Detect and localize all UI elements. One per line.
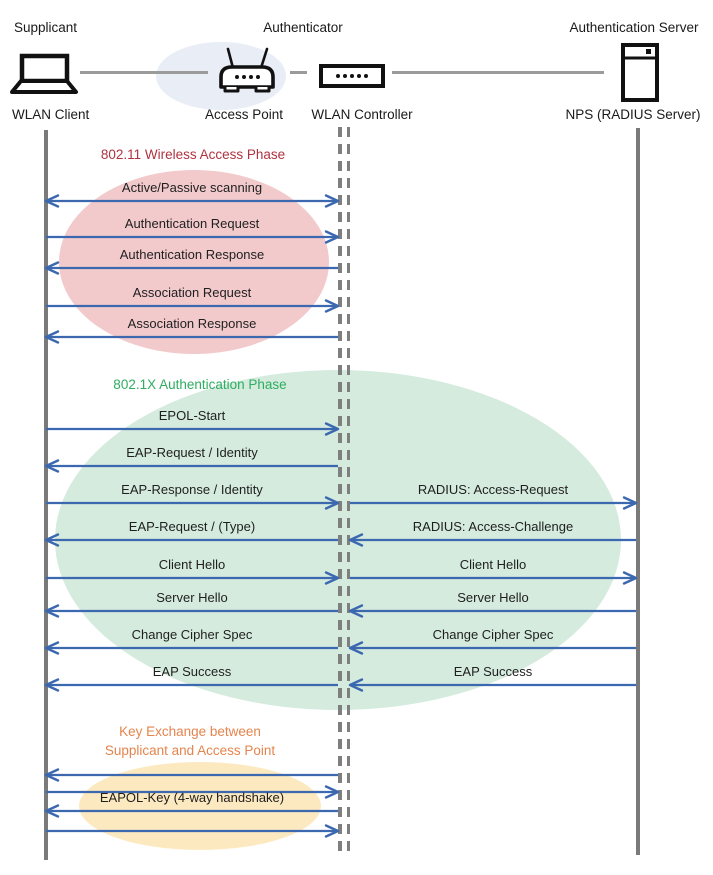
message-label: RADIUS: Access-Challenge	[412, 519, 574, 534]
server-icon	[619, 41, 661, 103]
message-label: EAP Success	[453, 664, 533, 679]
wireless-router-icon	[216, 46, 282, 94]
message-label: EAPOL-Key (4-way handshake)	[99, 790, 285, 805]
message-label: RADIUS: Access-Request	[417, 482, 569, 497]
device-label-nps: NPS (RADIUS Server)	[565, 107, 701, 122]
laptop-icon	[6, 52, 86, 96]
role-authentication-server: Authentication Server	[569, 20, 699, 35]
message-label: Server Hello	[156, 590, 228, 605]
controller-box-icon	[318, 62, 386, 89]
message-label: EAP-Request / Identity	[126, 445, 258, 460]
message-label: Association Response	[127, 316, 257, 331]
message-label: Change Cipher Spec	[131, 627, 253, 642]
phase-title-key-exchange-line1: Key Exchange between	[119, 724, 261, 739]
message-label: EAP-Request / (Type)	[128, 519, 256, 534]
message-label: Change Cipher Spec	[432, 627, 554, 642]
device-label-access-point: Access Point	[204, 107, 284, 122]
phase-title-key-exchange-line2: Supplicant and Access Point	[104, 743, 276, 758]
device-label-wlan-client: WLAN Client	[12, 107, 90, 122]
message-label: Authentication Response	[119, 247, 265, 262]
phase-title-8021x: 802.1X Authentication Phase	[113, 377, 287, 392]
device-label-wlan-controller: WLAN Controller	[311, 107, 413, 122]
message-label: Authentication Request	[124, 216, 260, 231]
message-label: EAP-Response / Identity	[121, 482, 263, 497]
message-label: Client Hello	[459, 557, 527, 572]
message-label: Server Hello	[457, 590, 529, 605]
message-label: Association Request	[132, 285, 252, 300]
message-label: Active/Passive scanning	[121, 180, 263, 195]
message-label: EAP Success	[152, 664, 232, 679]
message-label: EPOL-Start	[158, 408, 226, 423]
message-label: Client Hello	[158, 557, 226, 572]
phase-title-80211: 802.11 Wireless Access Phase	[100, 147, 286, 162]
role-authenticator: Authenticator	[263, 20, 343, 35]
phase-title-key-exchange	[105, 722, 275, 760]
role-supplicant: Supplicant	[14, 20, 78, 35]
